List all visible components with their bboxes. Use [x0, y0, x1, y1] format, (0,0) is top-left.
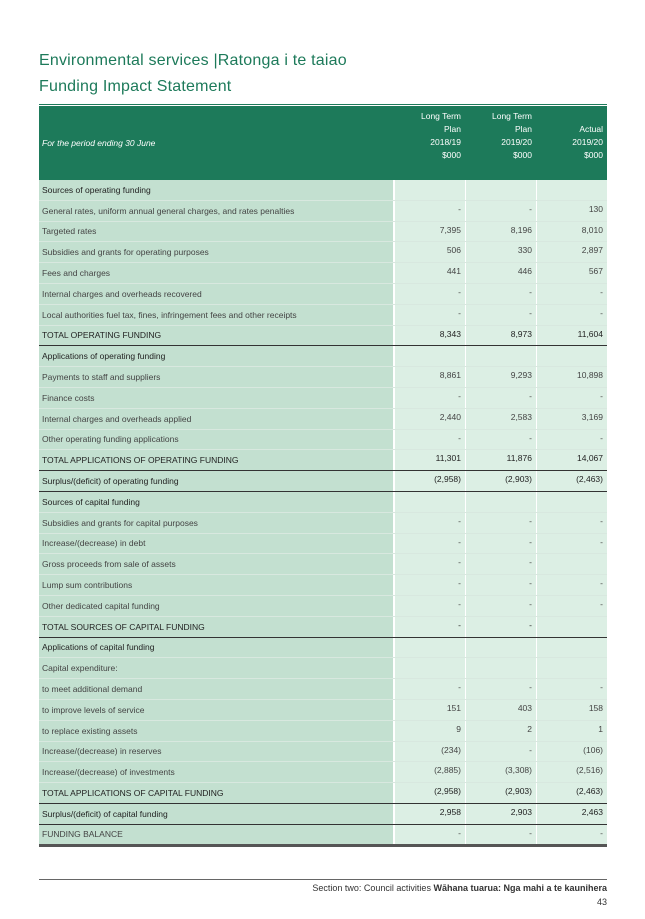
row-value — [537, 346, 607, 366]
row-value: - — [395, 430, 465, 450]
row-value: 2,958 — [395, 804, 465, 824]
period-label: For the period ending 30 June — [42, 138, 156, 148]
row-value — [466, 492, 536, 512]
page-number: 43 — [596, 897, 607, 907]
column-header-actual-2019-20: Actual 2019/20 $000 — [572, 124, 603, 160]
table-row — [39, 825, 607, 847]
table-row — [39, 742, 607, 763]
row-value: - — [466, 430, 536, 450]
table-row — [39, 554, 607, 575]
row-value: 8,861 — [395, 367, 465, 387]
table-row — [39, 284, 607, 305]
table-row — [39, 450, 607, 471]
row-label: TOTAL OPERATING FUNDING — [39, 326, 393, 346]
row-value: 8,973 — [466, 326, 536, 346]
table-row — [39, 430, 607, 451]
row-value — [537, 617, 607, 637]
row-label: Targeted rates — [39, 222, 393, 242]
row-value: 130 — [537, 201, 607, 221]
row-value: - — [537, 305, 607, 325]
row-value: 11,301 — [395, 450, 465, 470]
table-row — [39, 492, 607, 513]
row-label: General rates, uniform annual general charges, and rates penalties — [39, 201, 393, 221]
row-value: 11,876 — [466, 450, 536, 470]
row-value: - — [466, 596, 536, 616]
row-value — [466, 658, 536, 678]
footer-section-text: Section two: Council activities — [312, 883, 434, 893]
row-value: - — [466, 554, 536, 574]
row-label: Other dedicated capital funding — [39, 596, 393, 616]
table-row — [39, 783, 607, 804]
column-header-ltp-2018-19: Long Term Plan 2018/19 $000 — [420, 111, 461, 160]
row-value: 10,898 — [537, 367, 607, 387]
row-value: - — [395, 388, 465, 408]
table-row — [39, 534, 607, 555]
row-value: 506 — [395, 242, 465, 262]
table-row — [39, 762, 607, 783]
row-label: Surplus/(deficit) of operating funding — [39, 471, 393, 491]
row-value: (2,958) — [395, 783, 465, 803]
row-value: (2,903) — [466, 471, 536, 491]
row-label: Lump sum contributions — [39, 575, 393, 595]
row-value — [395, 658, 465, 678]
table-row — [39, 305, 607, 326]
row-value: - — [466, 305, 536, 325]
row-label: TOTAL APPLICATIONS OF CAPITAL FUNDING — [39, 783, 393, 803]
column-header-ltp-2019-20: Long Term Plan 2019/20 $000 — [491, 111, 532, 160]
row-label: Payments to staff and suppliers — [39, 367, 393, 387]
row-value: 9 — [395, 721, 465, 741]
row-value: 8,343 — [395, 326, 465, 346]
table-row — [39, 263, 607, 284]
table-row — [39, 242, 607, 263]
row-value: - — [537, 596, 607, 616]
row-value: - — [537, 575, 607, 595]
row-value: - — [537, 825, 607, 844]
row-value: 330 — [466, 242, 536, 262]
table-row — [39, 658, 607, 679]
row-label: TOTAL SOURCES OF CAPITAL FUNDING — [39, 617, 393, 637]
row-value: 158 — [537, 700, 607, 720]
row-value — [395, 180, 465, 200]
row-label: Subsidies and grants for operating purposes — [39, 242, 393, 262]
row-value: - — [466, 284, 536, 304]
row-value: - — [395, 201, 465, 221]
table-row — [39, 346, 607, 367]
row-value: - — [395, 617, 465, 637]
row-label: TOTAL APPLICATIONS OF OPERATING FUNDING — [39, 450, 393, 470]
row-value: - — [466, 388, 536, 408]
row-value: - — [537, 388, 607, 408]
row-label: to improve levels of service — [39, 700, 393, 720]
row-value: 2,463 — [537, 804, 607, 824]
funding-impact-table — [39, 106, 607, 847]
row-value: 11,604 — [537, 326, 607, 346]
section-footer — [312, 883, 607, 893]
row-label: Local authorities fuel tax, fines, infringement fees and other receipts — [39, 305, 393, 325]
row-value — [395, 346, 465, 366]
row-value — [395, 492, 465, 512]
row-value: 151 — [395, 700, 465, 720]
table-header — [39, 106, 607, 180]
row-label: Applications of capital funding — [39, 638, 393, 658]
row-value: - — [537, 513, 607, 533]
row-value: 14,067 — [537, 450, 607, 470]
row-value: 8,010 — [537, 222, 607, 242]
row-label: FUNDING BALANCE — [39, 825, 393, 844]
row-value: (2,516) — [537, 762, 607, 782]
table-row — [39, 201, 607, 222]
row-label: Sources of capital funding — [39, 492, 393, 512]
row-value: - — [466, 534, 536, 554]
table-row — [39, 700, 607, 721]
row-value — [395, 638, 465, 658]
page-title: Environmental services |Ratonga i te taiao — [39, 52, 347, 69]
row-value: 2,583 — [466, 409, 536, 429]
row-value — [537, 492, 607, 512]
row-value: 7,395 — [395, 222, 465, 242]
footer-section-maori: Wāhana tuarua: Nga mahi a te kaunihera — [433, 883, 607, 893]
row-value: - — [537, 430, 607, 450]
row-label: Increase/(decrease) of investments — [39, 762, 393, 782]
row-value: - — [395, 679, 465, 699]
row-value: - — [466, 575, 536, 595]
row-value: - — [466, 513, 536, 533]
row-value — [466, 180, 536, 200]
table-row — [39, 222, 607, 243]
row-value: - — [395, 534, 465, 554]
row-value: 403 — [466, 700, 536, 720]
row-value: - — [537, 284, 607, 304]
row-value: (234) — [395, 742, 465, 762]
row-label: Subsidies and grants for capital purposes — [39, 513, 393, 533]
row-label: Finance costs — [39, 388, 393, 408]
table-row — [39, 471, 607, 492]
table-row — [39, 617, 607, 638]
row-value: - — [395, 825, 465, 844]
row-value: 441 — [395, 263, 465, 283]
row-value: 3,169 — [537, 409, 607, 429]
table-row — [39, 367, 607, 388]
row-value: 2,903 — [466, 804, 536, 824]
table-row — [39, 721, 607, 742]
row-label: Increase/(decrease) in reserves — [39, 742, 393, 762]
row-value: (2,958) — [395, 471, 465, 491]
row-value: - — [466, 742, 536, 762]
title-divider — [39, 104, 607, 105]
table-body — [39, 180, 607, 847]
row-value: - — [466, 679, 536, 699]
table-row — [39, 409, 607, 430]
row-label: to meet additional demand — [39, 679, 393, 699]
row-value: (2,903) — [466, 783, 536, 803]
row-value: - — [395, 575, 465, 595]
row-value — [466, 346, 536, 366]
table-row — [39, 638, 607, 659]
row-label: Fees and charges — [39, 263, 393, 283]
row-value: - — [395, 554, 465, 574]
table-row — [39, 575, 607, 596]
table-row — [39, 596, 607, 617]
row-value: 9,293 — [466, 367, 536, 387]
table-row — [39, 513, 607, 534]
row-label: Surplus/(deficit) of capital funding — [39, 804, 393, 824]
row-value: 8,196 — [466, 222, 536, 242]
page-subtitle: Funding Impact Statement — [39, 78, 232, 95]
row-label: Internal charges and overheads recovered — [39, 284, 393, 304]
table-row — [39, 804, 607, 825]
row-label: Applications of operating funding — [39, 346, 393, 366]
row-label: to replace existing assets — [39, 721, 393, 741]
row-label: Increase/(decrease) in debt — [39, 534, 393, 554]
row-value: - — [466, 825, 536, 844]
row-label: Internal charges and overheads applied — [39, 409, 393, 429]
row-value — [537, 638, 607, 658]
table-row — [39, 326, 607, 347]
row-value: (106) — [537, 742, 607, 762]
row-value: (2,463) — [537, 471, 607, 491]
row-value: 446 — [466, 263, 536, 283]
row-value: - — [537, 679, 607, 699]
row-value: (3,308) — [466, 762, 536, 782]
row-label: Gross proceeds from sale of assets — [39, 554, 393, 574]
row-value — [466, 638, 536, 658]
row-value: 2,440 — [395, 409, 465, 429]
row-value: - — [395, 596, 465, 616]
row-value: - — [466, 617, 536, 637]
row-label: Capital expenditure: — [39, 658, 393, 678]
row-value — [537, 180, 607, 200]
row-value: - — [537, 534, 607, 554]
row-value: 2 — [466, 721, 536, 741]
row-value: 2,897 — [537, 242, 607, 262]
row-value — [537, 658, 607, 678]
table-row — [39, 679, 607, 700]
table-row — [39, 388, 607, 409]
row-value: 567 — [537, 263, 607, 283]
row-value: - — [395, 305, 465, 325]
row-value: - — [395, 284, 465, 304]
row-value: 1 — [537, 721, 607, 741]
row-value — [537, 554, 607, 574]
table-row — [39, 180, 607, 201]
row-value: - — [466, 201, 536, 221]
row-value: - — [395, 513, 465, 533]
row-label: Other operating funding applications — [39, 430, 393, 450]
footer-divider — [39, 879, 607, 880]
row-value: (2,885) — [395, 762, 465, 782]
row-value: (2,463) — [537, 783, 607, 803]
row-label: Sources of operating funding — [39, 180, 393, 200]
